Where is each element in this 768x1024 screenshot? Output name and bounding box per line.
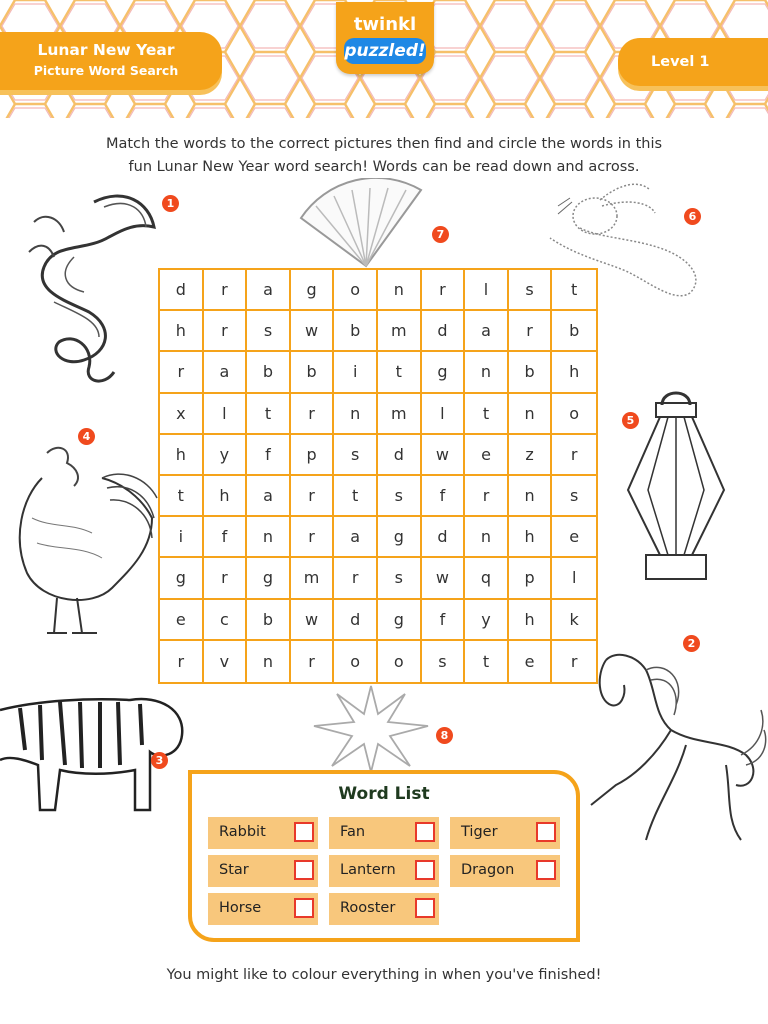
dragon-picture [14,182,159,392]
grid-cell[interactable]: t [160,476,204,517]
grid-cell[interactable]: f [422,600,466,641]
grid-cell[interactable]: t [334,476,378,517]
grid-cell[interactable]: g [378,517,422,558]
word-list-item-label: Tiger [461,824,498,840]
grid-cell[interactable]: o [552,394,596,435]
word-checkbox[interactable] [415,898,435,918]
grid-cell[interactable]: r [570,651,578,671]
number-badge-tiger: 3 [151,752,168,769]
grid-cell[interactable]: r [465,476,509,517]
grid-cell[interactable]: b [291,352,335,393]
word-checkbox[interactable] [536,860,556,880]
instructions-line-1: Match the words to the correct pictures then find and circle the words in this [105,136,663,152]
grid-cell[interactable]: h [509,517,553,558]
logo-puzzled-text: puzzled! [344,38,426,64]
grid-cell[interactable]: g [291,270,335,311]
grid-cell[interactable]: n [378,270,422,311]
grid-cell[interactable]: r [291,641,335,682]
grid-cell[interactable]: a [465,311,509,352]
grid-cell[interactable]: l [552,558,596,599]
grid-cell[interactable]: r [204,311,248,352]
grid-cell[interactable]: i [334,352,378,393]
word-list-item-label: Horse [219,900,262,916]
grid-cell[interactable]: t [378,352,422,393]
grid-cell[interactable]: f [247,435,291,476]
grid-cell[interactable]: r [291,517,335,558]
word-list-item-tiger[interactable] [450,817,560,849]
number-badge-rooster: 4 [78,428,95,445]
word-list-item-label: Fan [340,824,366,840]
number-badge-dragon: 1 [162,195,179,212]
number-badge-fan: 7 [432,226,449,243]
rooster-picture [2,438,160,643]
grid-cell[interactable]: b [247,352,291,393]
grid-cell[interactable]: h [160,311,204,352]
grid-cell[interactable]: r [204,270,248,311]
grid-cell[interactable]: f [204,517,248,558]
grid-cell[interactable]: n [465,517,509,558]
number-badge-rabbit: 6 [684,208,701,225]
grid-cell[interactable]: n [334,394,378,435]
word-list-panel [188,770,580,942]
grid-cell[interactable]: d [422,311,466,352]
grid-cell[interactable]: h [552,352,596,393]
grid-cell[interactable]: x [160,394,204,435]
grid-cell[interactable]: i [160,517,204,558]
word-list-item-label: Rooster [340,900,396,916]
word-list-item-label: Star [219,862,249,878]
grid-cell[interactable]: l [422,394,466,435]
grid-cell[interactable]: r [509,311,553,352]
grid-cell[interactable]: h [204,476,248,517]
grid-cell[interactable]: n [247,641,291,682]
logo-twinkl-text: twinkl [353,14,417,35]
word-list-item-label: Dragon [461,862,515,878]
word-list-item-dragon[interactable] [450,855,560,887]
word-checkbox[interactable] [294,822,314,842]
word-list-item-horse[interactable] [208,893,318,925]
grid-cell[interactable]: o [378,641,422,682]
grid-cell[interactable]: r [204,558,248,599]
grid-cell[interactable]: a [334,517,378,558]
grid-cell[interactable]: h [509,600,553,641]
grid-cell[interactable]: s [378,558,422,599]
grid-cell[interactable]: a [247,270,291,311]
grid-cell[interactable]: s [422,641,466,682]
grid-cell[interactable]: s [334,435,378,476]
grid-cell[interactable]: o [334,270,378,311]
grid-cell[interactable]: b [552,311,596,352]
level-badge: Level 1 [618,38,768,86]
grid-cell[interactable]: e [509,641,553,682]
grid-cell[interactable]: a [247,476,291,517]
grid-cell[interactable]: g [378,600,422,641]
grid-cell[interactable]: s [509,270,553,311]
word-list-item-rooster[interactable] [329,893,439,925]
fan-picture [296,178,426,270]
grid-cell[interactable]: l [204,394,248,435]
grid-cell[interactable]: r [422,270,466,311]
grid-cell[interactable]: p [291,435,335,476]
grid-cell[interactable]: w [291,311,335,352]
grid-cell[interactable]: n [465,352,509,393]
word-checkbox[interactable] [415,860,435,880]
grid-cell[interactable]: s [247,311,291,352]
number-badge-star: 8 [436,727,453,744]
word-list-item-fan[interactable] [329,817,439,849]
grid-cell[interactable]: c [204,600,248,641]
grid-cell[interactable]: o [334,641,378,682]
grid-cell[interactable]: b [509,352,553,393]
grid-cell[interactable]: s [552,476,596,517]
grid-cell[interactable]: e [552,517,596,558]
word-list-title: Word List [338,784,430,804]
worksheet-title: Lunar New Year [37,41,175,59]
grid-cell[interactable]: r [291,394,335,435]
grid-cell[interactable]: w [422,435,466,476]
grid-cell[interactable]: e [465,435,509,476]
grid-cell[interactable]: r [334,558,378,599]
worksheet-subtitle: Picture Word Search [33,63,179,78]
grid-cell[interactable]: k [552,600,596,641]
grid-cell[interactable]: z [509,435,553,476]
word-checkbox[interactable] [294,860,314,880]
grid-cell[interactable]: d [422,517,466,558]
grid-cell[interactable]: y [465,600,509,641]
grid-cell[interactable]: r [291,476,335,517]
grid-cell[interactable]: m [378,311,422,352]
grid-cell[interactable]: m [291,558,335,599]
number-badge-horse: 2 [683,635,700,652]
grid-cell[interactable]: t [465,641,509,682]
grid-cell[interactable]: n [509,476,553,517]
word-list-item-rabbit[interactable] [208,817,318,849]
grid-cell[interactable]: g [160,558,204,599]
grid-cell[interactable]: v [204,641,248,682]
word-checkbox[interactable] [294,898,314,918]
grid-cell[interactable]: m [378,394,422,435]
twinkl-puzzled-logo [336,2,434,74]
grid-cell[interactable]: e [160,600,204,641]
grid-cell[interactable]: r [160,641,204,682]
grid-cell[interactable]: a [204,352,248,393]
word-list-item-lantern[interactable] [329,855,439,887]
grid-cell[interactable]: g [422,352,466,393]
grid-cell[interactable]: t [465,394,509,435]
grid-cell[interactable]: l [465,270,509,311]
word-list-item-label: Rabbit [219,824,266,840]
grid-cell[interactable]: b [334,311,378,352]
grid-cell[interactable]: d [378,435,422,476]
tiger-picture [0,680,190,815]
word-checkbox[interactable] [536,822,556,842]
grid-cell[interactable]: s [378,476,422,517]
grid-cell[interactable]: w [291,600,335,641]
worksheet-title-banner [0,32,222,90]
grid-cell[interactable]: b [247,600,291,641]
grid-cell[interactable]: h [160,435,204,476]
grid-cell[interactable]: g [247,558,291,599]
word-search-grid [158,268,598,684]
grid-cell[interactable]: p [509,558,553,599]
grid-cell[interactable]: r [552,435,596,476]
grid-cell[interactable]: n [247,517,291,558]
grid-cell[interactable]: q [465,558,509,599]
instructions-line-2: fun Lunar New Year word search! Words can be read down and across. [128,159,640,175]
grid-cell[interactable]: y [204,435,248,476]
word-list-item-label: Lantern [340,862,396,878]
grid-cell[interactable]: w [422,558,466,599]
grid-cell[interactable]: f [422,476,466,517]
number-badge-lantern: 5 [622,412,639,429]
word-checkbox[interactable] [415,822,435,842]
grid-cell[interactable]: d [334,600,378,641]
word-list-item-star[interactable] [208,855,318,887]
star-picture [310,684,432,774]
horse-picture [576,645,768,850]
instructions [60,133,708,179]
grid-cell[interactable]: t [552,270,596,311]
grid-cell[interactable]: t [247,394,291,435]
grid-cell[interactable]: d [160,270,204,311]
grid-cell[interactable]: n [509,394,553,435]
footer-note: You might like to colour everything in when you've finished! [166,967,602,983]
grid-cell[interactable]: r [160,352,204,393]
